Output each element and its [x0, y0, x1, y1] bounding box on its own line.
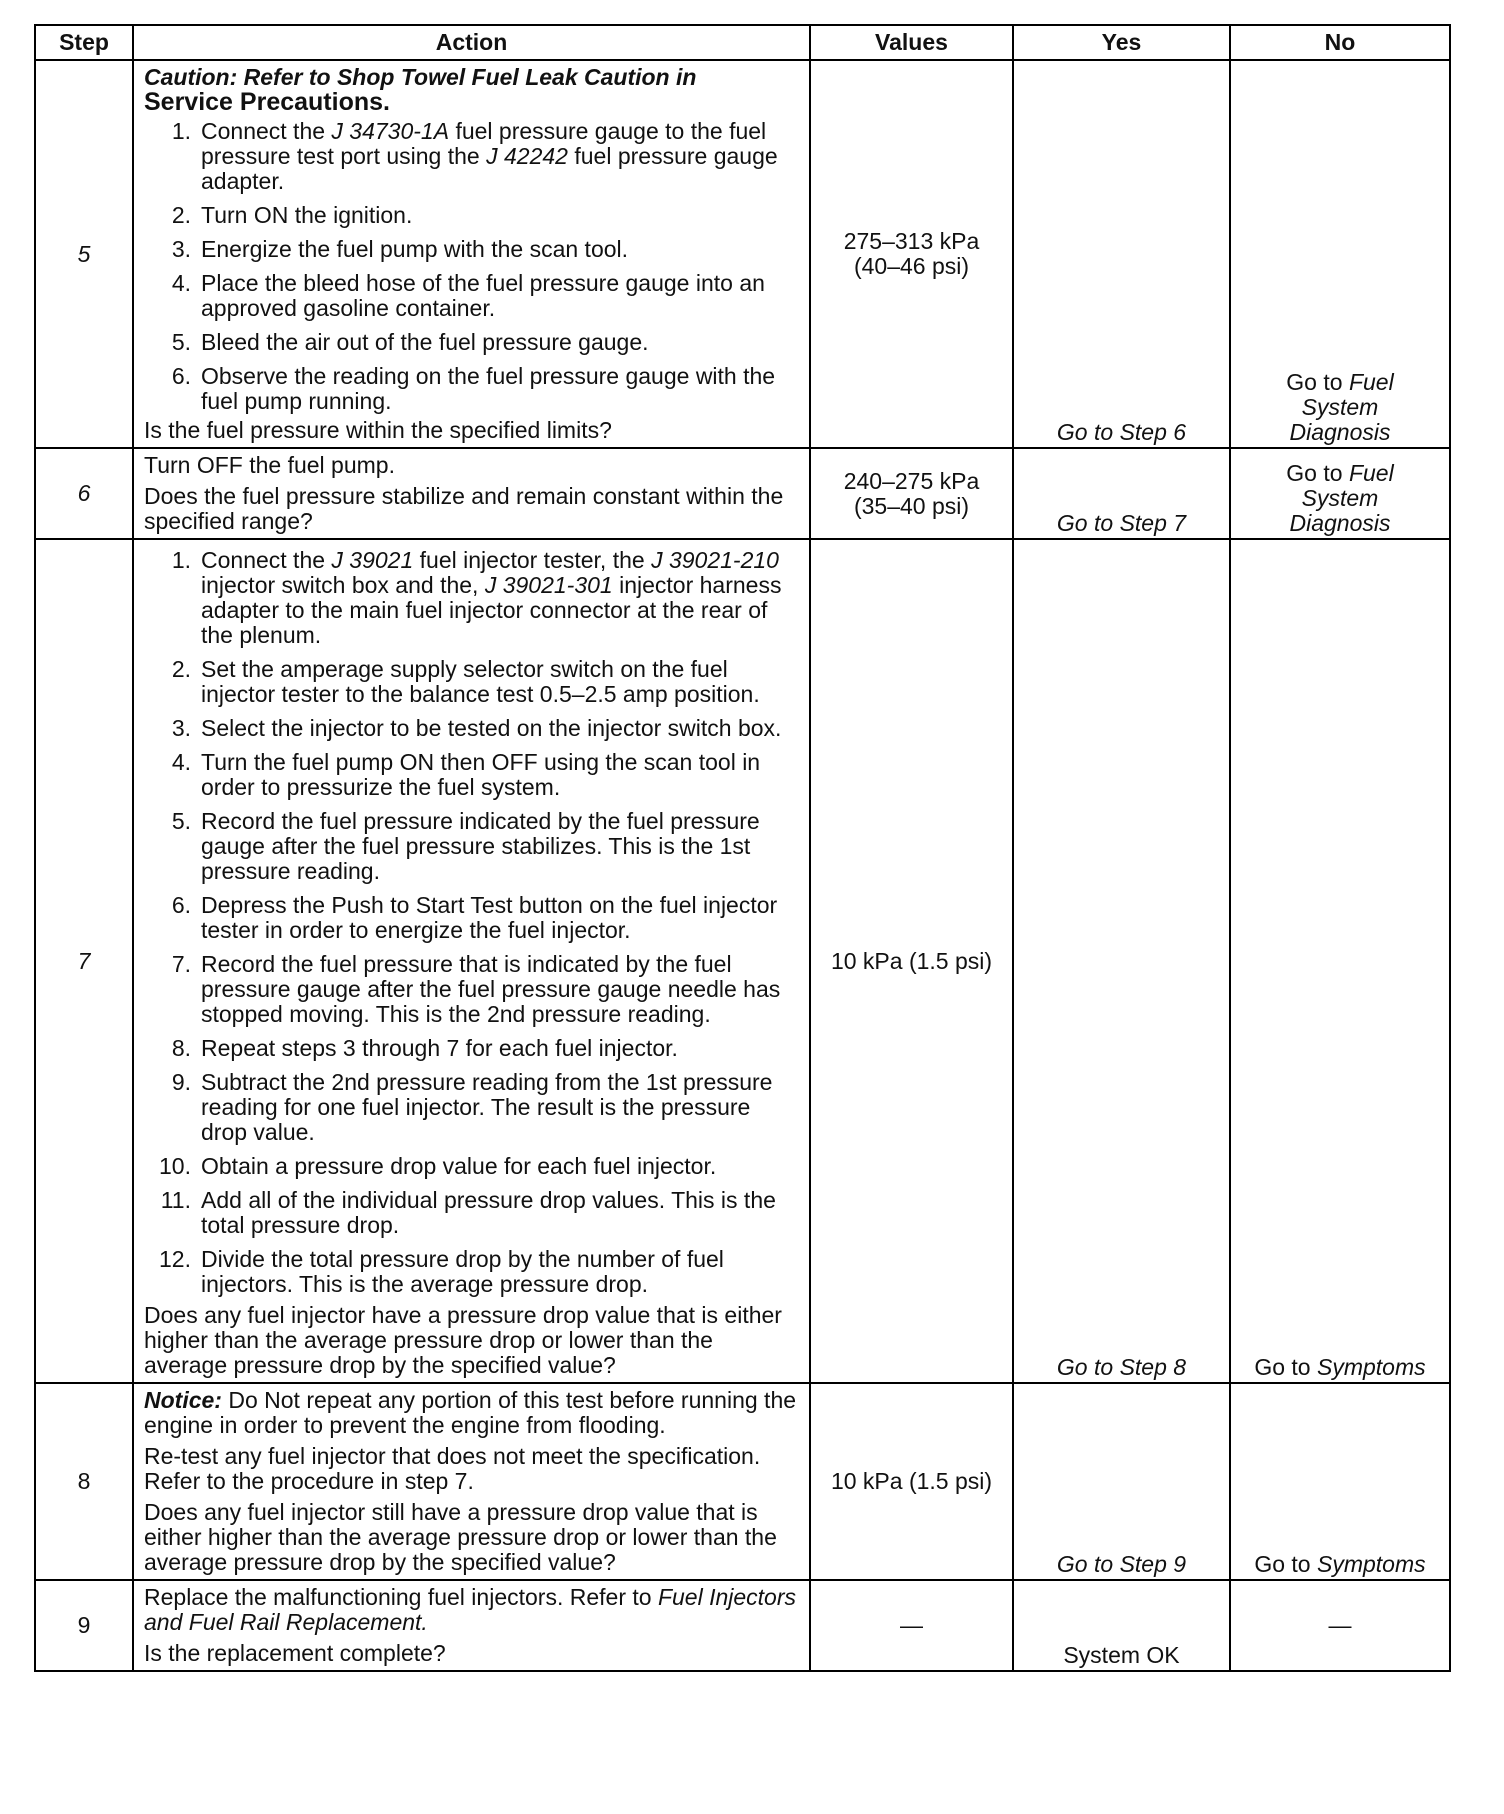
- header-row: [35, 25, 1450, 60]
- no-prefix: Go to: [1286, 460, 1349, 486]
- list-item: [144, 237, 799, 262]
- item-number: 1.: [171, 118, 191, 144]
- no-target: System: [1301, 394, 1379, 420]
- no-prefix: Go to: [1254, 1354, 1317, 1380]
- item-number: 2.: [171, 656, 191, 682]
- action-cell: [133, 60, 810, 448]
- header-values: Values: [810, 25, 1013, 60]
- item-number: 5.: [171, 808, 191, 834]
- values-cell: —: [810, 1580, 1013, 1671]
- item-number: 3.: [171, 236, 191, 262]
- tool-reference: J 34730-1A: [331, 118, 450, 144]
- list-item: [144, 119, 799, 194]
- item-text: Select the injector to be tested on the injector switch box.: [201, 715, 782, 741]
- item-number: 7.: [171, 951, 191, 977]
- yes-result: System OK: [1013, 1580, 1230, 1671]
- item-text: fuel pressure gauge to the fuel pressure test port using the: [201, 118, 767, 169]
- item-number: 2.: [171, 202, 191, 228]
- list-item: [144, 1247, 799, 1297]
- item-text: Add all of the individual pressure drop values. This is the total pressure drop.: [201, 1187, 776, 1238]
- question-text: Is the fuel pressure within the specified limits?: [144, 417, 612, 443]
- item-text: Repeat steps 3 through 7 for each fuel injector.: [201, 1035, 678, 1061]
- list-item: [144, 750, 799, 800]
- procedure-list: [144, 119, 799, 414]
- header-yes: Yes: [1013, 25, 1230, 60]
- header-action: Action: [133, 25, 810, 60]
- list-item: [144, 271, 799, 321]
- action-text: [144, 1585, 799, 1635]
- item-number: 11.: [160, 1187, 191, 1213]
- list-item: [144, 1036, 799, 1061]
- tool-reference: J 42242: [486, 143, 568, 169]
- question-text: Is the replacement complete?: [144, 1640, 446, 1666]
- value-kpa: 240–275 kPa: [843, 467, 980, 494]
- item-text: Set the amperage supply selector switch on the fuel injector tester to the balance test 0.5–2.5 amp position.: [201, 656, 760, 707]
- item-number: 10.: [159, 1153, 191, 1179]
- list-item: [144, 716, 799, 741]
- no-target: System: [1301, 485, 1379, 511]
- step-row-8: [35, 1383, 1450, 1580]
- action-text: Re-test any fuel injector that does not meet the specification. Refer to the procedure in step 7.: [144, 1443, 761, 1494]
- item-text: Divide the total pressure drop by the number of fuel injectors. This is the average pressure drop.: [201, 1246, 724, 1297]
- step-row-7: [35, 539, 1450, 1383]
- step-number: 8: [35, 1383, 133, 1580]
- no-target: Symptoms: [1317, 1354, 1426, 1380]
- item-text: Place the bleed hose of the fuel pressure gauge into an approved gasoline container.: [201, 270, 765, 321]
- action-text: Turn OFF the fuel pump.: [144, 452, 395, 478]
- procedure-reference-link[interactable]: Fuel Injectors and Fuel Rail Replacement.: [144, 1584, 797, 1635]
- item-number: 3.: [171, 715, 191, 741]
- action-cell: [133, 539, 810, 1383]
- item-text: Turn the fuel pump ON then OFF using the scan tool in order to pressurize the fuel system.: [201, 749, 761, 800]
- no-prefix: Go to: [1254, 1551, 1317, 1577]
- action-cell: [133, 1580, 810, 1671]
- tool-reference: J 39021-210: [651, 547, 779, 573]
- question-text: Does any fuel injector have a pressure drop value that is either higher than the average pressure drop or lower than the average pressure drop by the specified value?: [144, 1302, 782, 1378]
- notice-label: Notice:: [144, 1387, 222, 1413]
- item-text: Bleed the air out of the fuel pressure gauge.: [201, 329, 649, 355]
- item-text: Observe the reading on the fuel pressure gauge with the fuel pump running.: [201, 363, 776, 414]
- value-psi: (40–46 psi): [853, 253, 970, 279]
- step-row-6: [35, 448, 1450, 539]
- step-row-5: [35, 60, 1450, 448]
- step-number: 7: [35, 539, 133, 1383]
- notice-text: [144, 1388, 799, 1438]
- yes-link[interactable]: Go to Step 9: [1013, 1383, 1230, 1580]
- no-link[interactable]: [1230, 60, 1450, 448]
- step-number: 9: [35, 1580, 133, 1671]
- diagnostic-procedure-table: [34, 24, 1451, 1672]
- item-text: Subtract the 2nd pressure reading from the 1st pressure reading for one fuel injector. The result is the pressure drop value.: [201, 1069, 773, 1145]
- item-text: Record the fuel pressure that is indicated by the fuel pressure gauge after the fuel pressure gauge needle has stopped moving. This is the 2nd pressure reading.: [201, 951, 781, 1027]
- no-target: Diagnosis: [1289, 510, 1391, 536]
- no-prefix: Go to: [1286, 369, 1349, 395]
- item-number: 12.: [159, 1246, 191, 1272]
- list-item: [144, 952, 799, 1027]
- step-number: 6: [35, 448, 133, 539]
- item-number: 1.: [171, 547, 191, 573]
- item-number: 6.: [171, 363, 191, 389]
- list-item: [144, 893, 799, 943]
- caution-line-1: Caution: Refer to Shop Towel Fuel Leak Caution in: [144, 64, 697, 90]
- no-result: —: [1230, 1580, 1450, 1671]
- item-text: Connect the: [201, 547, 332, 573]
- no-target: Fuel: [1348, 369, 1394, 395]
- step-number: 5: [35, 60, 133, 448]
- values-cell: 10 kPa (1.5 psi): [810, 1383, 1013, 1580]
- item-number: 6.: [171, 892, 191, 918]
- question-text: Does the fuel pressure stabilize and remain constant within the specified range?: [144, 483, 784, 534]
- item-text: Obtain a pressure drop value for each fuel injector.: [201, 1153, 717, 1179]
- tool-reference: J 39021: [331, 547, 414, 573]
- yes-link[interactable]: Go to Step 6: [1013, 60, 1230, 448]
- item-text: Turn ON the ignition.: [201, 202, 413, 228]
- list-item: [144, 548, 799, 648]
- action-text-prefix: Replace the malfunctioning fuel injectors. Refer to: [144, 1584, 658, 1610]
- no-link[interactable]: [1230, 1383, 1450, 1580]
- caution-note: [144, 65, 799, 115]
- item-number: 8.: [171, 1035, 191, 1061]
- item-text: injector switch box and the,: [201, 572, 485, 598]
- question-text: Does any fuel injector still have a pressure drop value that is either higher than the average pressure drop or lower than the average pressure drop by the specified value?: [144, 1499, 777, 1575]
- values-cell: 10 kPa (1.5 psi): [810, 539, 1013, 1383]
- item-number: 4.: [171, 270, 191, 296]
- no-link[interactable]: [1230, 539, 1450, 1383]
- item-number: 4.: [171, 749, 191, 775]
- list-item: [144, 809, 799, 884]
- list-item: [144, 203, 799, 228]
- values-cell: [810, 448, 1013, 539]
- item-text: fuel injector tester, the: [413, 547, 652, 573]
- list-item: [144, 1188, 799, 1238]
- item-text: Depress the Push to Start Test button on the fuel injector tester in order to energize the fuel injector.: [201, 892, 778, 943]
- yes-link[interactable]: Go to Step 8: [1013, 539, 1230, 1383]
- header-no: No: [1230, 25, 1450, 60]
- no-target: Symptoms: [1317, 1551, 1426, 1577]
- list-item: [144, 364, 799, 414]
- list-item: [144, 1070, 799, 1145]
- item-number: 9.: [171, 1069, 191, 1095]
- values-cell: [810, 60, 1013, 448]
- procedure-list: [144, 548, 799, 1297]
- item-text: fuel pressure gauge adapter.: [201, 143, 778, 194]
- header-step: Step: [35, 25, 133, 60]
- tool-reference: J 39021-301: [484, 572, 613, 598]
- list-item: [144, 657, 799, 707]
- caution-line-2: Service Precautions.: [144, 88, 390, 116]
- item-text: injector harness adapter to the main fuel injector connector at the rear of the plenum.: [201, 572, 782, 648]
- no-target: Fuel: [1348, 460, 1394, 486]
- item-text: Energize the fuel pump with the scan tool.: [201, 236, 629, 262]
- action-cell: [133, 1383, 810, 1580]
- action-cell: [133, 448, 810, 539]
- item-text: Connect the: [201, 118, 332, 144]
- notice-body: Do Not repeat any portion of this test before running the engine in order to prevent the engine from flooding.: [144, 1387, 797, 1438]
- no-target: Diagnosis: [1289, 419, 1391, 445]
- yes-link[interactable]: Go to Step 7: [1013, 448, 1230, 539]
- item-text: Record the fuel pressure indicated by the fuel pressure gauge after the fuel pressure stabilizes. This is the 1st pressure reading.: [201, 808, 760, 884]
- item-number: 5.: [171, 329, 191, 355]
- value-psi: (35–40 psi): [853, 492, 970, 519]
- no-link[interactable]: [1230, 448, 1450, 539]
- list-item: [144, 1154, 799, 1179]
- list-item: [144, 330, 799, 355]
- step-row-9: [35, 1580, 1450, 1671]
- value-kpa: 275–313 kPa: [843, 228, 980, 254]
